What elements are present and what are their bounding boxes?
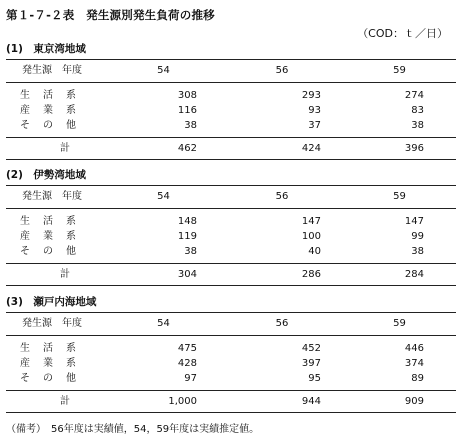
cell-value: 446	[404, 343, 424, 354]
cell-value: 148	[177, 216, 197, 227]
table-row	[6, 118, 456, 138]
row-label: 生活系	[20, 343, 89, 354]
cell-value: 147	[301, 216, 321, 227]
footnote: （備考） 56年度は実績値，54，59年度は実績推定値。	[6, 424, 260, 435]
total-row	[6, 391, 456, 413]
cell-value: 37	[308, 120, 321, 131]
row-label: 産業系	[20, 358, 89, 369]
cell-value: 428	[177, 358, 197, 369]
header-label: 発生源 年度	[6, 60, 106, 83]
cell-value: 38	[411, 120, 424, 131]
total-label: 計	[6, 264, 106, 286]
total-value: 462	[106, 138, 221, 160]
cell-value: 40	[308, 246, 321, 257]
row-label: 生活系	[20, 216, 89, 227]
row-label: 産業系	[20, 105, 89, 116]
cell-value: 95	[308, 373, 321, 384]
row-label: 生活系	[20, 90, 89, 101]
table-seto-inland-sea	[6, 312, 456, 413]
row-label: その他	[20, 120, 89, 131]
table-row	[6, 209, 456, 230]
total-value: 396	[343, 138, 456, 160]
cell-value: 99	[411, 231, 424, 242]
cell-value: 119	[177, 231, 197, 242]
section-title-ise-bay: (2) 伊勢湾地域	[6, 169, 86, 181]
total-label: 計	[6, 391, 106, 413]
cell-value: 83	[411, 105, 424, 116]
header-year: 56	[221, 60, 343, 83]
total-row	[6, 138, 456, 160]
cell-value: 293	[301, 90, 321, 101]
cell-value: 38	[184, 120, 197, 131]
table-row	[6, 229, 456, 244]
table-row	[6, 83, 456, 104]
header-label: 発生源 年度	[6, 186, 106, 209]
total-value: 424	[221, 138, 343, 160]
table-title: 第１-７-２表 発生源別発生負荷の推移	[6, 8, 215, 22]
total-value: 284	[343, 264, 456, 286]
cell-value: 374	[404, 358, 424, 369]
cell-value: 116	[177, 105, 197, 116]
total-value: 1,000	[106, 391, 221, 413]
total-row	[6, 264, 456, 286]
header-year: 59	[343, 60, 456, 83]
total-value: 944	[221, 391, 343, 413]
cell-value: 274	[404, 90, 424, 101]
row-label: その他	[20, 373, 89, 384]
table-row	[6, 336, 456, 357]
table-row	[6, 371, 456, 391]
table-ise-bay	[6, 185, 456, 286]
header-row	[6, 313, 456, 336]
header-year: 54	[106, 313, 221, 336]
cell-value: 38	[184, 246, 197, 257]
table-row	[6, 244, 456, 264]
cell-value: 38	[411, 246, 424, 257]
header-row	[6, 186, 456, 209]
total-value: 909	[343, 391, 456, 413]
table-row	[6, 103, 456, 118]
header-year: 56	[221, 313, 343, 336]
header-year: 54	[106, 60, 221, 83]
table-tokyo-bay	[6, 59, 456, 160]
cell-value: 100	[301, 231, 321, 242]
header-row	[6, 60, 456, 83]
cell-value: 147	[404, 216, 424, 227]
cell-value: 97	[184, 373, 197, 384]
header-year: 54	[106, 186, 221, 209]
unit-label: （COD：ｔ／日）	[357, 27, 448, 40]
cell-value: 89	[411, 373, 424, 384]
cell-value: 308	[177, 90, 197, 101]
section-title-tokyo-bay: (1) 東京湾地域	[6, 43, 86, 55]
row-label: 産業系	[20, 231, 89, 242]
table-row	[6, 356, 456, 371]
header-year: 59	[343, 186, 456, 209]
total-value: 304	[106, 264, 221, 286]
cell-value: 452	[301, 343, 321, 354]
cell-value: 93	[308, 105, 321, 116]
header-label: 発生源 年度	[6, 313, 106, 336]
cell-value: 397	[301, 358, 321, 369]
section-title-seto-inland-sea: (3) 瀬戸内海地域	[6, 296, 97, 308]
header-year: 56	[221, 186, 343, 209]
header-year: 59	[343, 313, 456, 336]
row-label: その他	[20, 246, 89, 257]
total-value: 286	[221, 264, 343, 286]
cell-value: 475	[177, 343, 197, 354]
total-label: 計	[6, 138, 106, 160]
